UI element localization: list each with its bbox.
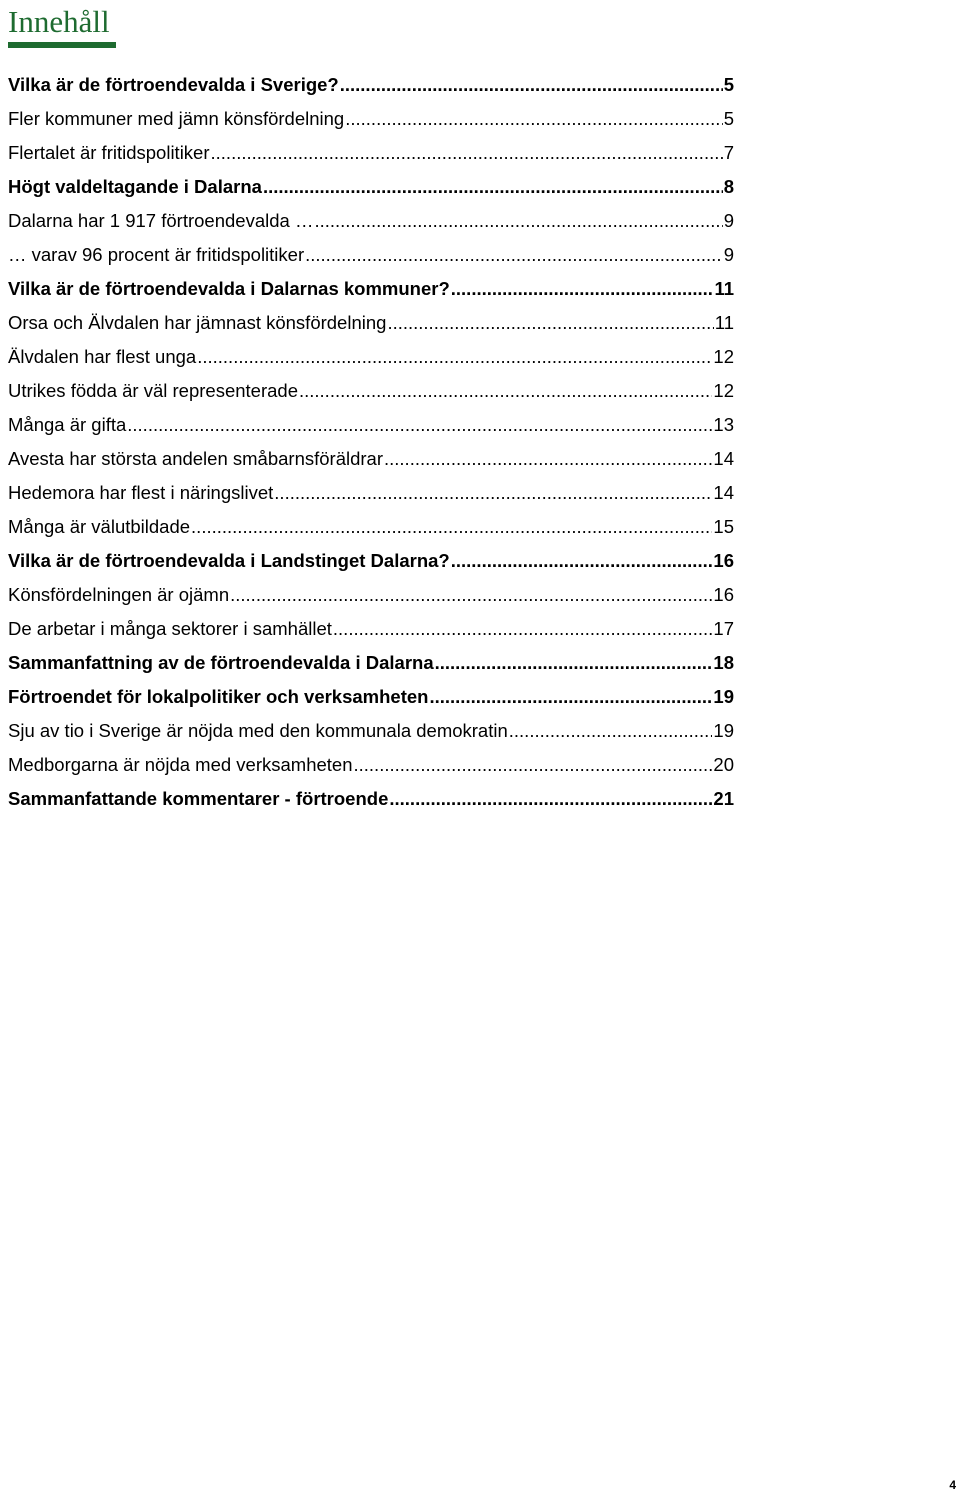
toc-entry[interactable]	[8, 680, 734, 714]
toc-entry-title: Vilka är de förtroendevalda i Dalarnas kommuner?	[8, 278, 450, 299]
toc-entry-page: 20	[713, 754, 734, 775]
toc-entry-title: Orsa och Älvdalen har jämnast könsfördelning	[8, 312, 387, 333]
toc-dot-leader	[451, 544, 713, 578]
toc-entry[interactable]	[8, 544, 734, 578]
toc-entry-page: 17	[713, 618, 734, 639]
toc-entry-title: Vilka är de förtroendevalda i Sverige?	[8, 74, 339, 95]
toc-dot-leader	[451, 272, 714, 306]
toc-entry[interactable]	[8, 646, 734, 680]
toc-entry-title: Könsfördelningen är ojämn	[8, 584, 230, 605]
toc-dot-leader	[274, 476, 712, 510]
toc-entry-page: 15	[713, 516, 734, 537]
toc-entry-title: De arbetar i många sektorer i samhället	[8, 618, 332, 639]
toc-dot-leader	[509, 714, 713, 748]
toc-entry-page: 18	[713, 652, 734, 673]
toc-entry[interactable]	[8, 68, 734, 102]
page-number: 4	[949, 1478, 956, 1492]
toc-entry-title: Många är gifta	[8, 414, 127, 435]
toc-entry-page: 5	[723, 74, 734, 95]
toc-entry[interactable]	[8, 476, 734, 510]
toc-dot-leader	[333, 612, 713, 646]
toc-entry[interactable]	[8, 408, 734, 442]
toc-entry[interactable]	[8, 782, 734, 816]
toc-entry[interactable]	[8, 748, 734, 782]
toc-entry-page: 13	[713, 414, 734, 435]
toc-entry[interactable]	[8, 204, 734, 238]
toc-entry[interactable]	[8, 136, 734, 170]
toc-dot-leader	[429, 680, 712, 714]
toc-entry[interactable]	[8, 714, 734, 748]
toc-entry[interactable]	[8, 612, 734, 646]
toc-entry-page: 8	[723, 176, 734, 197]
toc-entry-title: Sammanfattande kommentarer - förtroende	[8, 788, 389, 809]
toc-dot-leader	[299, 374, 712, 408]
toc-entry[interactable]	[8, 102, 734, 136]
toc-entry[interactable]	[8, 442, 734, 476]
toc-dot-leader	[305, 238, 723, 272]
toc-entry-title: Högt valdeltagande i Dalarna	[8, 176, 262, 197]
toc-entry-page: 21	[713, 788, 734, 809]
toc-entry-page: 7	[723, 142, 734, 163]
toc-entry-page: 12	[713, 346, 734, 367]
toc-dot-leader	[387, 306, 713, 340]
toc-dot-leader	[127, 408, 712, 442]
toc-entry-title: … varav 96 procent är fritidspolitiker	[8, 244, 305, 265]
toc-entry-title: Hedemora har flest i näringslivet	[8, 482, 274, 503]
toc-dot-leader	[230, 578, 712, 612]
page-heading: Innehåll	[8, 4, 110, 39]
toc-entry-page: 11	[714, 312, 734, 333]
toc-dot-leader	[384, 442, 712, 476]
heading-underline	[8, 42, 116, 48]
toc-entry-title: Vilka är de förtroendevalda i Landstinget Dalarna?	[8, 550, 450, 571]
toc-entry-page: 5	[723, 108, 734, 129]
toc-entry[interactable]	[8, 340, 734, 374]
toc-entry-page: 16	[713, 550, 734, 571]
toc-dot-leader	[389, 782, 712, 816]
toc-entry-title: Sammanfattning av de förtroendevalda i Dalarna	[8, 652, 434, 673]
toc-entry-title: Sju av tio i Sverige är nöjda med den kommunala demokratin	[8, 720, 508, 741]
table-of-contents	[8, 68, 734, 816]
toc-entry[interactable]	[8, 306, 734, 340]
toc-entry-page: 9	[723, 210, 734, 231]
toc-entry-page: 14	[713, 448, 734, 469]
toc-entry-title: Medborgarna är nöjda med verksamheten	[8, 754, 353, 775]
toc-dot-leader	[211, 136, 723, 170]
toc-entry[interactable]	[8, 238, 734, 272]
toc-dot-leader	[345, 102, 722, 136]
toc-dot-leader	[354, 748, 713, 782]
toc-entry[interactable]	[8, 374, 734, 408]
toc-entry-page: 14	[713, 482, 734, 503]
toc-entry-title: Många är välutbildade	[8, 516, 191, 537]
toc-entry[interactable]	[8, 510, 734, 544]
toc-entry-page: 11	[714, 278, 734, 299]
toc-dot-leader	[435, 646, 713, 680]
toc-entry-title: Flertalet är fritidspolitiker	[8, 142, 210, 163]
toc-dot-leader	[340, 68, 723, 102]
toc-dot-leader	[191, 510, 712, 544]
toc-entry-title: Förtroendet för lokalpolitiker och verksamheten	[8, 686, 429, 707]
toc-entry-page: 19	[713, 686, 734, 707]
toc-entry-title: Älvdalen har flest unga	[8, 346, 197, 367]
toc-entry-title: Avesta har största andelen småbarnsföräldrar	[8, 448, 383, 469]
toc-entry[interactable]	[8, 578, 734, 612]
toc-entry-page: 12	[713, 380, 734, 401]
toc-entry[interactable]	[8, 170, 734, 204]
toc-dot-leader	[197, 340, 712, 374]
toc-entry-page: 16	[713, 584, 734, 605]
toc-entry-title: Utrikes födda är väl representerade	[8, 380, 298, 401]
toc-entry[interactable]	[8, 272, 734, 306]
toc-dot-leader	[314, 204, 722, 238]
toc-dot-leader	[263, 170, 723, 204]
toc-entry-page: 19	[713, 720, 734, 741]
toc-entry-page: 9	[723, 244, 734, 265]
toc-entry-title: Dalarna har 1 917 förtroendevalda …	[8, 210, 314, 231]
toc-entry-title: Fler kommuner med jämn könsfördelning	[8, 108, 345, 129]
